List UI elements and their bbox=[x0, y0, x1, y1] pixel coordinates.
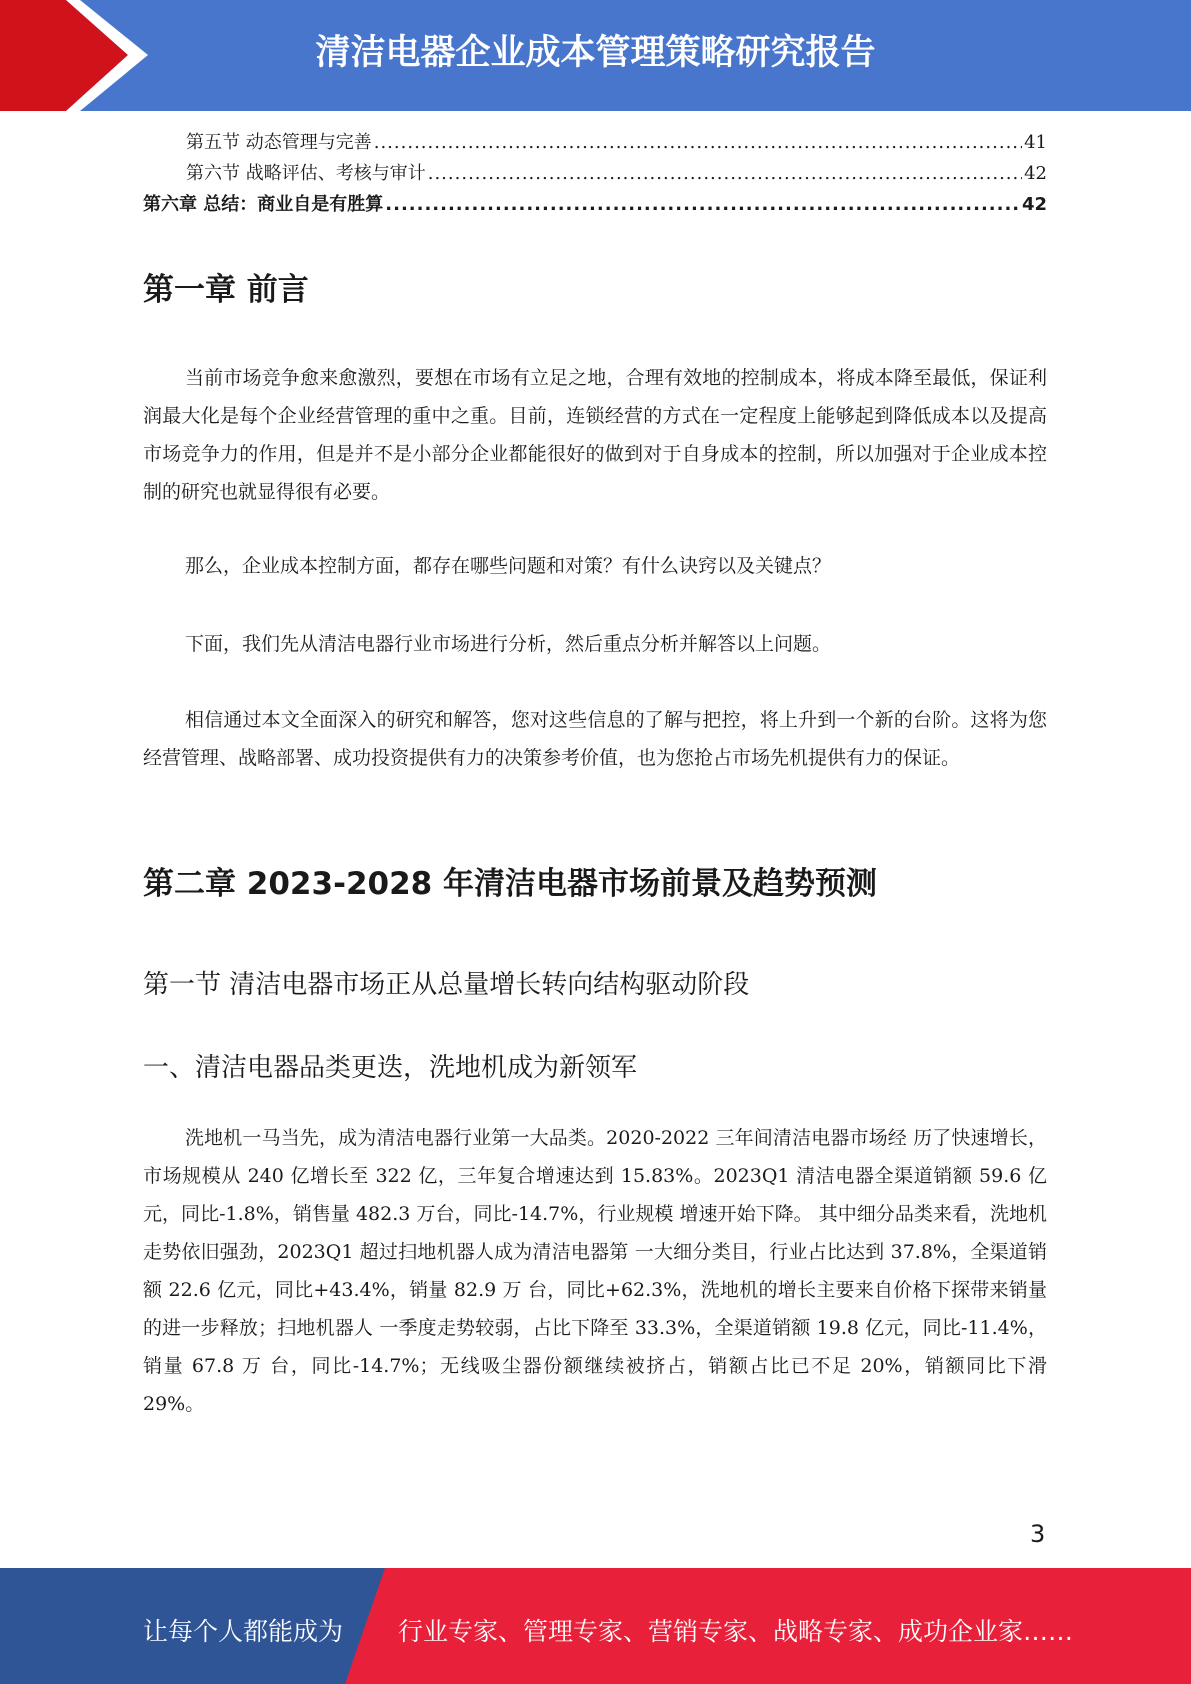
table-of-contents bbox=[143, 128, 1047, 221]
toc-entry[interactable] bbox=[143, 128, 1047, 159]
chapter-1-heading: 第一章 前言 bbox=[143, 272, 309, 308]
toc-entry[interactable] bbox=[143, 190, 1047, 221]
chapter-2-heading: 第二章 2023-2028 年清洁电器市场前景及趋势预测 bbox=[143, 866, 878, 902]
toc-leader-dots bbox=[385, 194, 1020, 215]
page-number: 3 bbox=[1030, 1520, 1046, 1548]
paragraph: 那么，企业成本控制方面，都存在哪些问题和对策？有什么诀窍以及关键点？ bbox=[185, 555, 832, 577]
paragraph: 洗地机一马当先，成为清洁电器行业第一大品类。2020-2022 三年间清洁电器市场经 历了快速增长，市场规模从 240 亿增长至 322 亿，三年复合增速达到 15.83%。2023Q1 清洁电器全渠道销额 59.6 亿元，同比-1.8%，销售量 482.3 万台，同比-14.7%，行业规模 增速开始下降。 其中细分品类来看，洗地机走势依旧强劲，2023Q1 超过扫地机器人成为清洁电器第 一大细分类目，行业占比达到 37.8%，全渠道销额 22.6 亿元，同比+43.4%，销量 82.9 万 台，同比+62.3%，洗地机的增长主要来自价格下探带来销量的进一步释放；扫地机器人 一季度走势较弱，占比下降至 33.3%，全渠道销额 19.8 亿元，同比-11.4%，销量 67.8 万 台，同比-14.7%；无线吸尘器份额继续被挤占，销额占比已不足 20%，销额同比下滑 29%。 bbox=[143, 1127, 1047, 1415]
paragraph: 下面，我们先从清洁电器行业市场进行分析，然后重点分析并解答以上问题。 bbox=[185, 633, 832, 655]
report-title: 清洁电器企业成本管理策略研究报告 bbox=[315, 33, 876, 73]
section-heading: 第一节 清洁电器市场正从总量增长转向结构驱动阶段 bbox=[143, 970, 750, 1000]
toc-entry-label: 第五节 动态管理与完善 bbox=[186, 132, 372, 153]
subsection-heading: 一、清洁电器品类更迭，洗地机成为新领军 bbox=[143, 1053, 638, 1083]
toc-leader-dots bbox=[428, 163, 1022, 184]
footer-slogan-right: 行业专家、管理专家、营销专家、战略专家、成功企业家…… bbox=[398, 1617, 1074, 1646]
paragraph: 相信通过本文全面深入的研究和解答，您对这些信息的了解与把控，将上升到一个新的台阶。这将为您经营管理、战略部署、成功投资提供有力的决策参考价值，也为您抢占市场先机提供有力的保证。 bbox=[143, 709, 1047, 769]
toc-entry-page: 41 bbox=[1024, 132, 1047, 153]
toc-entry-label: 第六章 总结：商业自是有胜算 bbox=[143, 194, 384, 215]
footer-slogan-left: 让每个人都能成为 bbox=[143, 1617, 344, 1646]
toc-entry-page: 42 bbox=[1021, 194, 1047, 215]
toc-leader-dots bbox=[374, 132, 1022, 153]
toc-entry-label: 第六节 战略评估、考核与审计 bbox=[186, 163, 426, 184]
paragraph: 当前市场竞争愈来愈激烈，要想在市场有立足之地，合理有效地的控制成本，将成本降至最低，保证利润最大化是每个企业经营管理的重中之重。目前，连锁经营的方式在一定程度上能够起到降低成本以及提高市场竞争力的作用，但是并不是小部分企业都能很好的做到对于自身成本的控制，所以加强对于企业成本控制的研究也就显得很有必要。 bbox=[143, 367, 1047, 503]
toc-entry[interactable] bbox=[143, 159, 1047, 190]
header-bar bbox=[0, 0, 1191, 111]
toc-entry-page: 42 bbox=[1024, 163, 1047, 184]
